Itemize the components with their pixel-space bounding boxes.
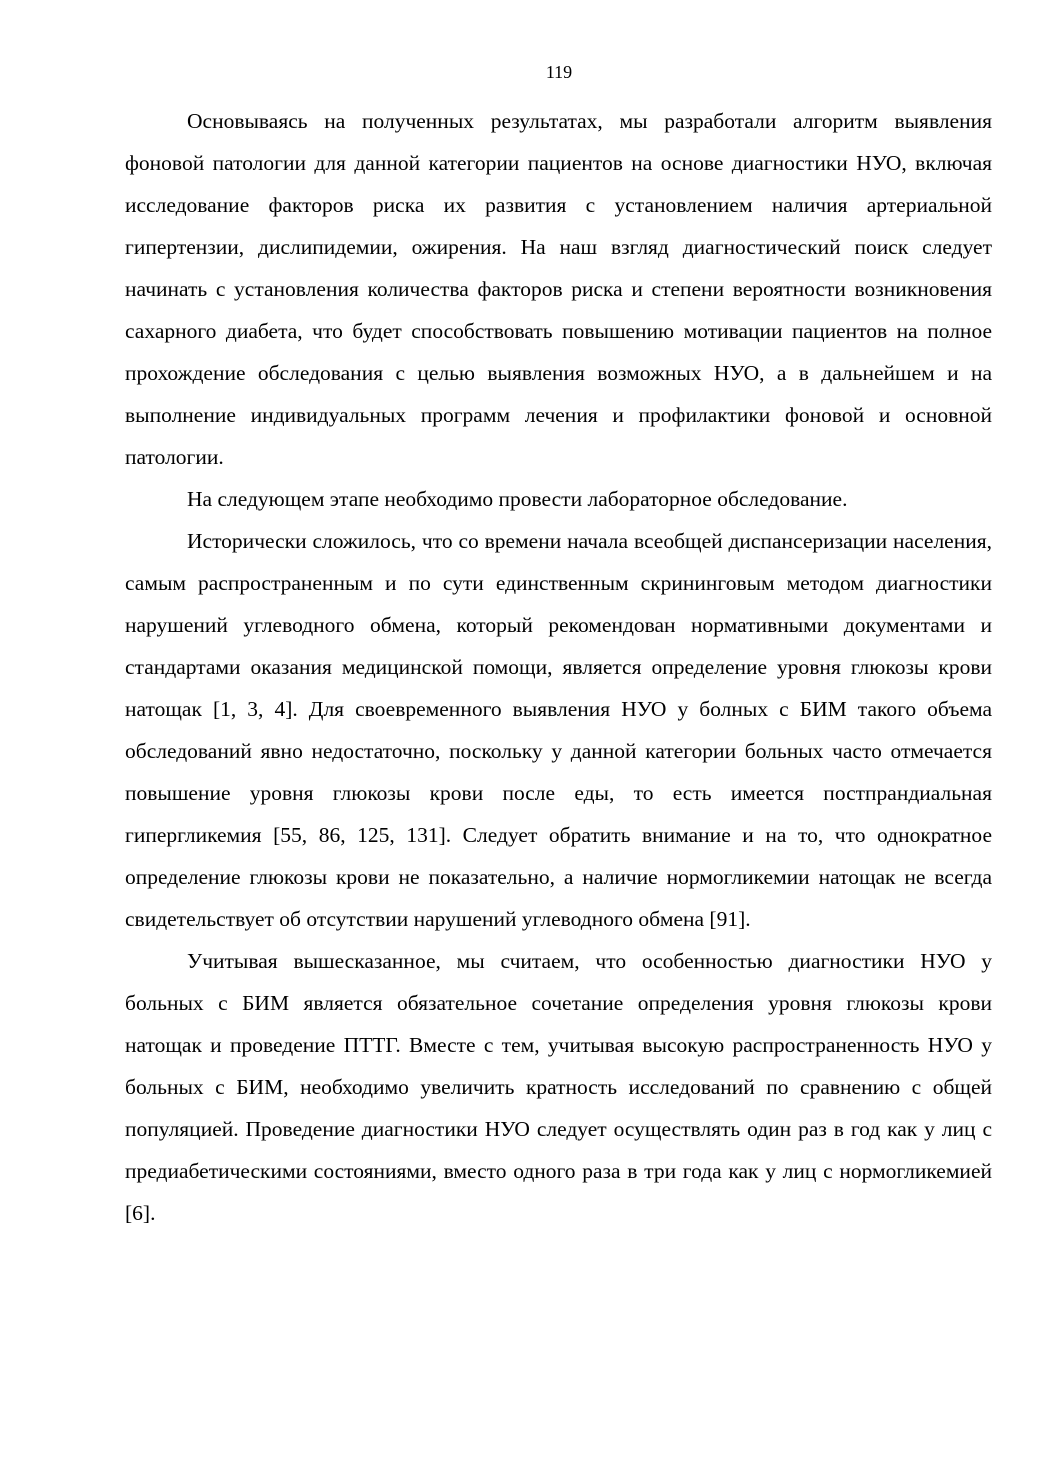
body-text [125, 100, 992, 1234]
paragraph-history: Исторически сложилось, что со времени начала всеобщей диспансеризации населения, самым распространенным и по сути единственным скрининговым методом диагностики нарушений углеводного обмена, который рекомендован нормативными документами и стандартами оказания медицинской помощи, является определение уровня глюкозы крови натощак [1, 3, 4]. Для своевременного выявления НУО у болных с БИМ такого объема обследований явно недостаточно, поскольку у данной категории больных часто отмечается повышение уровня глюкозы крови после еды, то есть имеется постпрандиальная гипергликемия [55, 86, 125, 131]. Следует обратить внимание и на то, что однократное определение глюкозы крови не показательно, а наличие нормогликемии натощак не всегда свидетельствует об отсутствии нарушений углеводного обмена [91]. [125, 529, 992, 931]
paragraph-algorithm: Основываясь на полученных результатах, мы разработали алгоритм выявления фоновой патологии для данной категории пациентов на основе диагностики НУО, включая исследование факторов риска их развития с установлением наличия артериальной гипертензии, дислипидемии, ожирения. На наш взгляд диагностический поиск следует начинать с установления количества факторов риска и степени вероятности возникновения сахарного диабета, что будет способствовать повышению мотивации пациентов на полное прохождение обследования с целью выявления возможных НУО, а в дальнейшем и на выполнение индивидуальных программ лечения и профилактики фоновой и основной патологии. [125, 109, 992, 469]
paragraph-conclusion: Учитывая вышесказанное, мы считаем, что особенностью диагностики НУО у больных с БИМ является обязательное сочетание определения уровня глюкозы крови натощак и проведение ПТТГ. Вместе с тем, учитывая высокую распространенность НУО у больных с БИМ, необходимо увеличить кратность исследований по сравнению с общей популяцией. Проведение диагностики НУО следует осуществлять один раз в год как у лиц с предиабетическими состояниями, вместо одного раза в три года как у лиц с нормогликемией [6]. [125, 949, 992, 1225]
page-number: 119 [545, 62, 573, 82]
paragraph-lab-exam: На следующем этапе необходимо провести лабораторное обследование. [187, 487, 848, 511]
